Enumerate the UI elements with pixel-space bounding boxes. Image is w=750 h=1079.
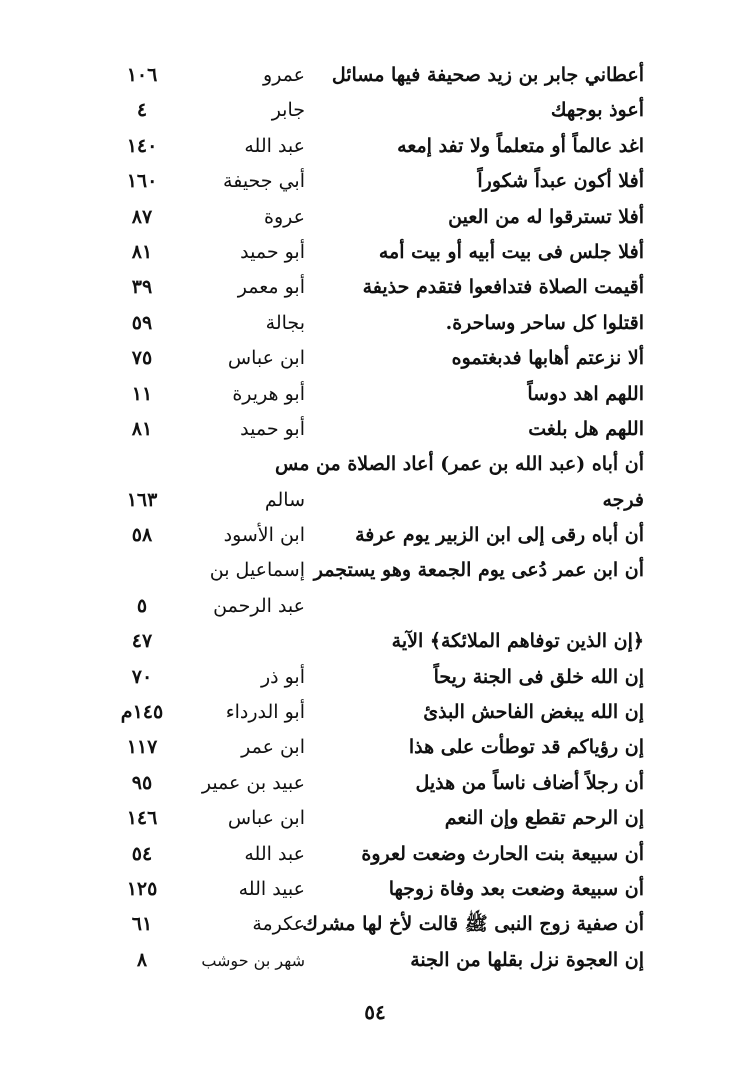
narrator-name: ابن الأسود — [223, 524, 305, 547]
narrator-name: أبو هريرة — [232, 382, 305, 405]
page-reference: ٨ — [136, 948, 148, 971]
narrator-name: أبو ذر — [260, 665, 305, 688]
index-row — [0, 943, 750, 978]
index-row — [0, 447, 750, 482]
hadith-text: إن الله يبغض الفاحش البذئ — [423, 701, 644, 724]
index-row — [0, 589, 750, 624]
page-reference: ١٤٦ — [126, 807, 158, 830]
hadith-text: أن أباه رقى إلى ابن الزبير يوم عرفة — [355, 524, 644, 547]
hadith-text: أفلا أكون عبداً شكوراً — [477, 170, 644, 193]
hadith-text: إن العجوة نزل بقلها من الجنة — [410, 948, 644, 971]
narrator-name: أبو الدرداء — [225, 701, 305, 724]
page-reference: ٩٥ — [131, 771, 153, 794]
narrator-name: إسماعيل بن — [209, 559, 305, 582]
index-row — [0, 341, 750, 376]
narrator-name: عبيد بن عمير — [201, 771, 305, 794]
page-reference: ١٠٦ — [126, 64, 158, 86]
hadith-text: أفلا تسترقوا له من العين — [448, 205, 644, 228]
page-reference: ١٤٥م — [120, 701, 164, 724]
page-reference: ١١٧ — [126, 736, 158, 759]
index-row — [0, 553, 750, 588]
page-reference: ١٤٠ — [126, 134, 158, 157]
page-reference: ١٦٣ — [126, 488, 158, 511]
narrator-name: ابن عباس — [227, 347, 305, 370]
hadith-text: أقيمت الصلاة فتدافعوا فتقدم حذيفة — [362, 276, 644, 299]
index-row — [0, 801, 750, 836]
page-number: ٥٤ — [364, 1000, 386, 1024]
index-row — [0, 660, 750, 695]
page-reference: ٨١ — [131, 417, 153, 440]
narrator-name: شهر بن حوشب — [201, 950, 305, 970]
page-reference: ١٦٠ — [126, 170, 158, 193]
page-reference: ٧٥ — [131, 347, 153, 370]
hadith-text: ألا نزعتم أهابها فدبغتموه — [451, 347, 644, 370]
page-reference: ٥٩ — [131, 311, 153, 334]
hadith-text: اللهم اهد دوساً — [527, 382, 644, 405]
narrator-name: ابن عباس — [227, 807, 305, 830]
page-reference: ٦١ — [131, 913, 153, 936]
page-reference: ٥ — [136, 594, 148, 617]
hadith-text: إن رؤياكم قد توطأت على هذا — [408, 736, 644, 759]
hadith-text: أعوذ بوجهك — [550, 99, 644, 122]
index-row — [0, 483, 750, 518]
index-row — [0, 837, 750, 872]
index-row — [0, 58, 750, 93]
page-reference: ٤ — [136, 99, 148, 122]
index-row — [0, 412, 750, 447]
hadith-text: أن سبيعة بنت الحارث وضعت لعروة — [361, 842, 644, 865]
hadith-text: فرجه — [602, 488, 644, 511]
narrator-name: عروة — [264, 205, 305, 228]
index-row — [0, 695, 750, 730]
hadith-text: اغد عالماً أو متعلماً ولا تفد إمعه — [397, 134, 644, 157]
page-reference: ٣٩ — [131, 276, 153, 299]
index-row — [0, 624, 750, 659]
hadith-text: أن صفية زوج النبى ﷺ قالت لأخ لها مشرك — [302, 913, 644, 936]
narrator-name: عبد الله — [244, 842, 305, 865]
index-row — [0, 93, 750, 128]
hadith-text: أعطاني جابر بن زيد صحيفة فيها مسائل — [331, 64, 644, 86]
index-row — [0, 872, 750, 907]
index-row — [0, 270, 750, 305]
hadith-text: اللهم هل بلغت — [528, 417, 644, 440]
page-reference: ٥٤ — [131, 842, 153, 865]
hadith-text: ﴿إن الذين توفاهم الملائكة﴾ الآية — [391, 630, 644, 653]
hadith-text: أن ابن عمر دُعى يوم الجمعة وهو يستجمر — [313, 559, 644, 582]
narrator-name: عكرمة — [252, 913, 305, 936]
index-row — [0, 377, 750, 412]
narrator-name: أبو حميد — [240, 417, 305, 440]
hadith-index-table — [0, 58, 750, 978]
index-row — [0, 129, 750, 164]
page-reference: ٤٧ — [131, 630, 153, 653]
index-row — [0, 518, 750, 553]
index-row — [0, 766, 750, 801]
page-reference: ٥٨ — [131, 524, 153, 547]
hadith-text: أن أباه (عبد الله بن عمر) أعاد الصلاة من مس — [275, 453, 644, 476]
index-row — [0, 235, 750, 270]
index-row — [0, 907, 750, 942]
narrator-name: بجالة — [265, 311, 305, 334]
narrator-name: عبد الرحمن — [213, 594, 305, 617]
narrator-name: جابر — [271, 99, 305, 122]
page-reference — [112, 553, 172, 588]
page-reference: ٨١ — [131, 240, 153, 263]
page-reference: ٨٧ — [131, 205, 153, 228]
index-row — [0, 306, 750, 341]
narrator-name: عبد الله — [244, 134, 305, 157]
hadith-text: أفلا جلس فى بيت أبيه أو بيت أمه — [378, 240, 644, 263]
narrator-name: عمرو — [263, 64, 305, 86]
page-reference: ١٢٥ — [126, 877, 158, 900]
hadith-text: أن سبيعة وضعت بعد وفاة زوجها — [388, 877, 644, 900]
narrator-name: سالم — [264, 488, 305, 511]
hadith-text: أن رجلاً أضاف ناساً من هذيل — [415, 771, 644, 794]
hadith-text: اقتلوا كل ساحر وساحرة. — [445, 311, 644, 334]
page-reference: ١١ — [131, 382, 153, 405]
hadith-text: إن الرحم تقطع وإن النعم — [444, 807, 644, 830]
narrator-name: أبو معمر — [237, 276, 305, 299]
narrator-name: أبي جحيفة — [223, 170, 305, 193]
page-reference: ٧٠ — [131, 665, 153, 688]
narrator-name: عبيد الله — [238, 877, 305, 900]
index-row — [0, 730, 750, 765]
index-row — [0, 200, 750, 235]
hadith-text: إن الله خلق فى الجنة ريحاً — [433, 665, 644, 688]
index-row — [0, 164, 750, 199]
narrator-name: أبو حميد — [240, 240, 305, 263]
page-reference — [112, 447, 172, 482]
narrator-name: ابن عمر — [241, 736, 305, 759]
